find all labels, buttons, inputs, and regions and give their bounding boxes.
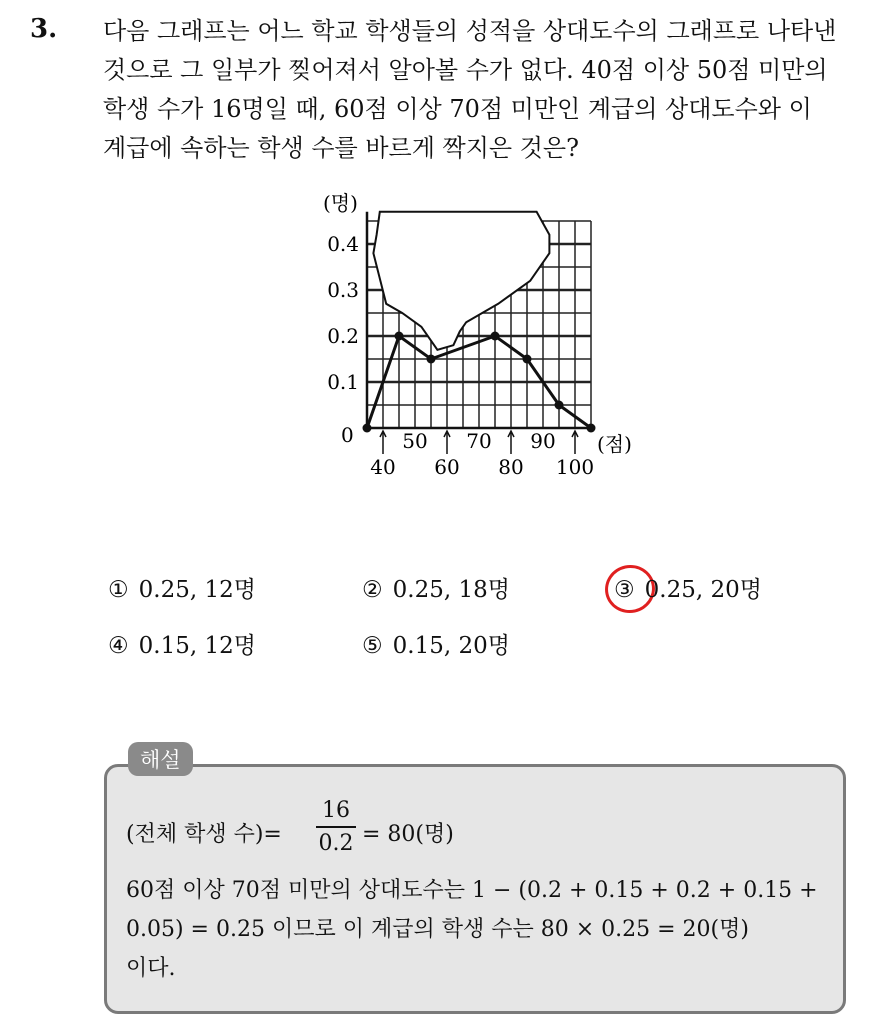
question-number: 3. [30, 14, 58, 44]
question-text [103, 12, 863, 168]
fraction [316, 798, 356, 856]
y-tick-label: 0.1 [327, 370, 359, 394]
torn-paper-edge [373, 212, 549, 350]
explanation-line-prefix: (전체 학생 수)= [126, 822, 282, 847]
choice-number: ⑤ [362, 633, 383, 659]
choice-2[interactable] [362, 571, 510, 604]
data-point [395, 332, 404, 341]
data-point [427, 355, 436, 364]
y-unit-label: (명) [323, 191, 358, 215]
fraction-numerator: 16 [322, 798, 350, 823]
explanation-line: 이다. [126, 956, 176, 981]
relative-frequency-graph [315, 188, 655, 488]
explanation-line-suffix: = 80(명) [362, 822, 454, 847]
explanation-line: 0.05) = 0.25 이므로 이 계급의 학생 수는 80 × 0.25 = 20(명) [126, 917, 749, 942]
y-tick-label: 0.2 [327, 324, 359, 348]
explanation-line: 60점 이상 70점 미만의 상대도수는 1 − (0.2 + 0.15 + 0.2 + 0.15 + [126, 878, 818, 903]
data-point [587, 424, 596, 433]
data-point [555, 401, 564, 410]
data-point [491, 332, 500, 341]
question-line: 것으로 그 일부가 찢어져서 알아볼 수가 없다. 40점 이상 50점 미만의 [103, 56, 828, 84]
x-tick-label: 90 [530, 429, 556, 453]
choice-number: ③ [614, 577, 635, 603]
torn-region [373, 212, 549, 350]
data-point [363, 424, 372, 433]
choice-5[interactable] [362, 627, 510, 660]
fraction-bar [316, 826, 356, 828]
question-line: 학생 수가 16명일 때, 60점 이상 70점 미만인 계급의 상대도수와 이 [103, 95, 812, 123]
question-line: 다음 그래프는 어느 학교 학생들의 성적을 상대도수의 그래프로 나타낸 [103, 17, 837, 45]
x-tick-label: 100 [555, 455, 595, 479]
choice-3[interactable] [614, 571, 762, 604]
x-tick-label: 50 [402, 429, 428, 453]
explanation-tag: 해설 [128, 742, 193, 776]
x-tick-label: 60 [434, 455, 460, 479]
y-tick-label: 0.4 [327, 232, 359, 256]
choice-text: 0.15, 20명 [392, 633, 510, 659]
choice-text: 0.25, 20명 [644, 577, 762, 603]
y-tick-label: 0.3 [327, 278, 359, 302]
choice-1[interactable] [108, 571, 256, 604]
choice-text: 0.15, 12명 [138, 633, 256, 659]
data-point [523, 355, 532, 364]
origin-label: 0 [341, 423, 354, 447]
fraction-denominator: 0.2 [318, 831, 354, 856]
question-line: 계급에 속하는 학생 수를 바르게 짝지은 것은? [103, 134, 579, 162]
x-tick-label: 70 [466, 429, 492, 453]
choice-number: ② [362, 577, 383, 603]
x-tick-label: 40 [370, 455, 396, 479]
choice-number: ④ [108, 633, 129, 659]
x-unit-label: (점) [597, 432, 632, 456]
choice-text: 0.25, 18명 [392, 577, 510, 603]
choice-4[interactable] [108, 627, 256, 660]
choice-number: ① [108, 577, 129, 603]
choice-text: 0.25, 12명 [138, 577, 256, 603]
x-tick-label: 80 [498, 455, 524, 479]
